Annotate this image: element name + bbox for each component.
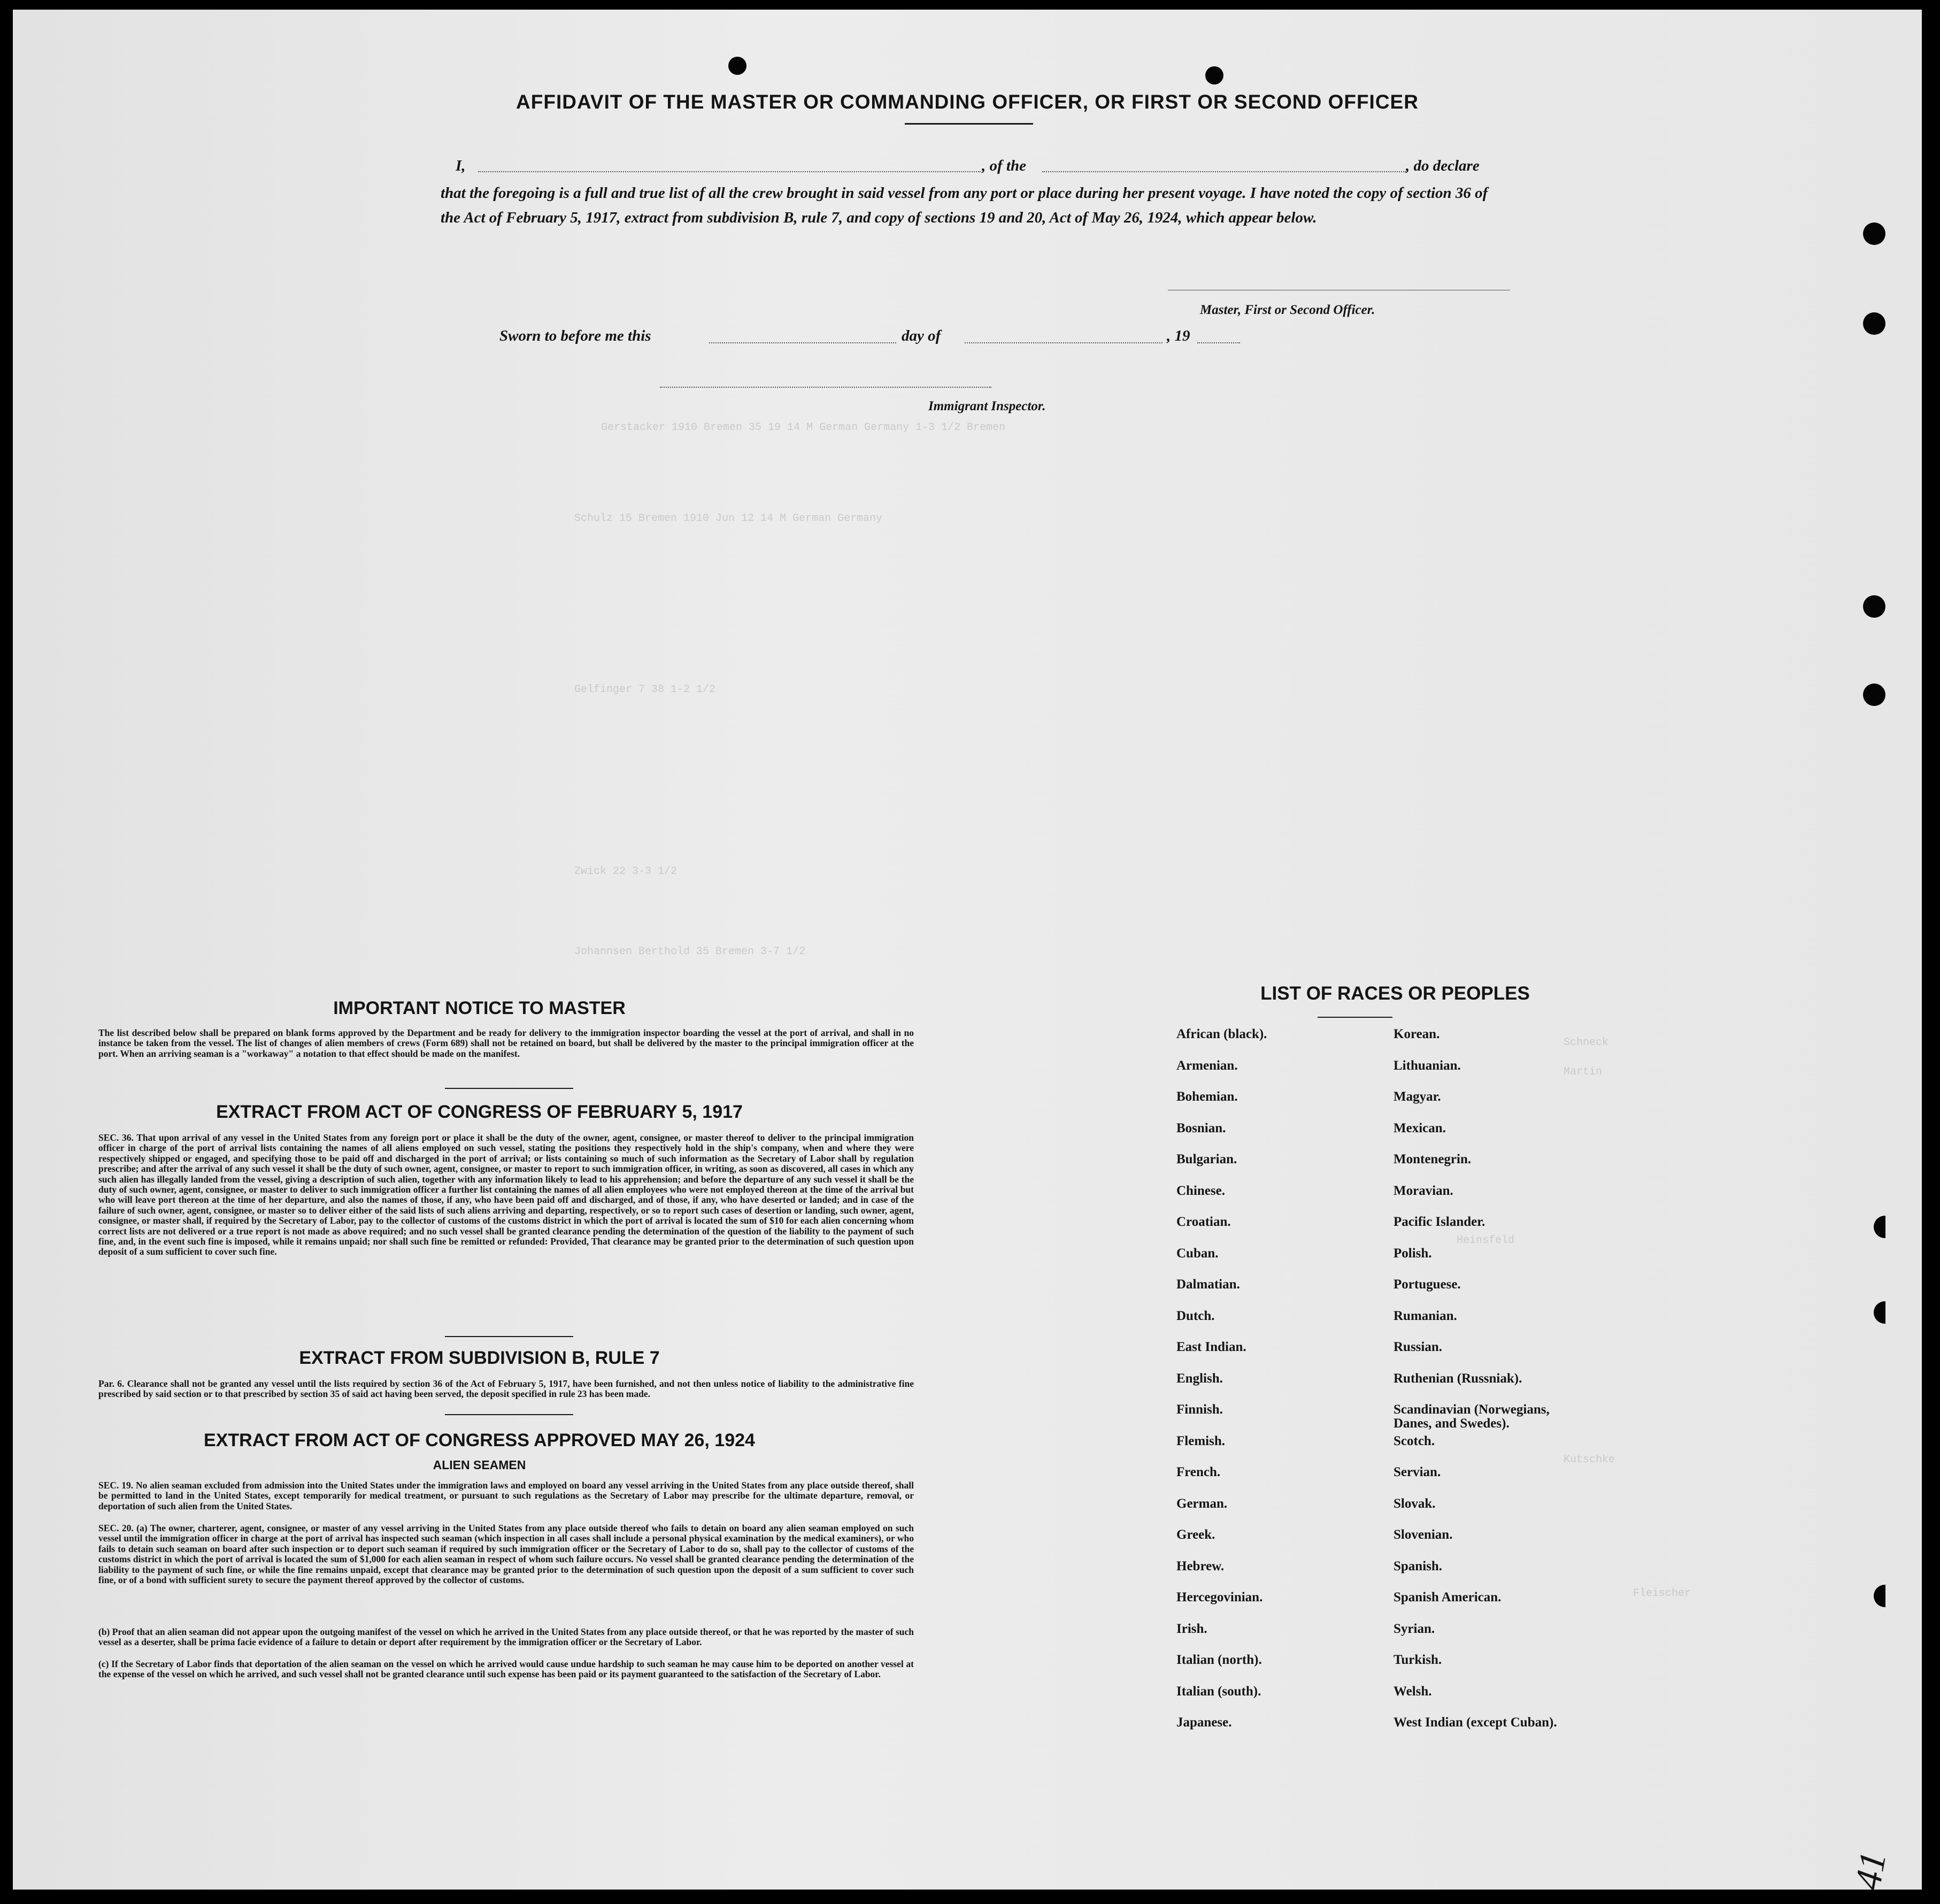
section-divider — [445, 1336, 573, 1337]
race-item: Moravian. — [1394, 1183, 1453, 1198]
race-item: Bohemian. — [1176, 1089, 1238, 1104]
race-item: Japanese. — [1176, 1715, 1232, 1730]
race-item: Scandinavian (Norwegians, — [1394, 1402, 1550, 1417]
race-item: Korean. — [1394, 1027, 1440, 1041]
extract-1924-title: EXTRACT FROM ACT OF CONGRESS APPROVED MAY 26, 1924 — [204, 1430, 755, 1450]
races-title-underline — [1318, 1017, 1392, 1018]
race-item: Armenian. — [1176, 1058, 1238, 1073]
inspector-caption: Immigrant Inspector. — [928, 399, 1046, 413]
punch-hole — [1863, 595, 1885, 618]
punch-hole — [1205, 66, 1223, 85]
notice-text: The list described below shall be prepared on blank forms approved by the Department and be ready for delivery to the immigration inspector boarding the vessel at the port of arrival, and shall in no instance be taken from the vessel. The list of changes of alien members of crews (Form 689) shall not be retained on board, but shall be delivered by the master to the principal immigration officer at the port. When an arriving seaman is a "workaway" a notation to that effect should be made on the manifest. — [98, 1027, 914, 1059]
race-item: Welsh. — [1394, 1684, 1432, 1699]
form-sheet: Gerstacker 1910 Bremen 35 19 14 M German Germany 1-3 1/2 Bremen Schulz 15 Bremen 1910 Jun 12 14 M German Germany Gelfinger 7 38 1-2 1/2 Zwick 22 3-3 1/2 Johannsen Berthold 35 Bremen 3-7 1/2 Schneck Martin Heinsfeld Kutschke Fleischer AFFIDAVIT OF THE MASTER OR COMMANDING OFFICER, OR FIRST OR SECOND OFFICER I, , of the , do declare that the foregoing is a full and true list of all the crew brought in said vessel from any port or place during her present voyage. I have noted the copy of section 36 of the Act of February 5, 1917, extract from subdivision B, rule 7, and copy of sections 19 and 20, Act of May 26, 1924, which appear below. Master, First or Second Officer. Sworn to before me this day of , 19 Immigrant Inspector. IMPORTANT NOTICE TO MASTER The list described below shall be prepared on blank forms approved by the Department and be ready for delivery to the immigration inspector boarding the vessel at the port of arrival, and shall in no instance be taken from the vessel. The list of changes of alien members of crews (Form 689) shall not be retained on board, but shall be delivered by the master to the principal immigration officer at the port. When an arriving seaman is a "workaway" a notation to that effect should be made on the manifest. EXTRACT FROM ACT OF CONGRESS OF FEBRUARY 5, 1917 SEC. 36. That upon arrival of any vessel in the United States from any foreign port or place it shall be the duty of the owner, agent, consignee, or master thereof to deliver to the principal immigration officer in charge of the port of arrival lists containing the names of all aliens employed on such vessel, stating the positions they respectively hold in the ship's company, when and where they were respectively shipped or engaged, and specifying those to be paid off and discharged in the port of arrival; or lists containing so much of such information as the Secretary of Labor shall by regulation prescribe; and after the arrival of any such vessel it shall be the duty of such owner, agent, consignee, or master to report to such immigration officer, in writing, as soon as discovered, all cases in which any such alien has illegally landed from the vessel, giving a description of such alien, together with any information likely to lead to his apprehension; and before the departure of any such vessel it shall be the duty of such owner, agent, consignee, or master to deliver to such immigration officer a further list containing the names of all alien employees who were not employed thereon at the time of the arrival but who will leave port thereon at the time of her departure, and also the names of those, if any, who have been paid off and discharged, and of those, if any, who have deserted or landed; and in case of the failure of such owner, agent, consignee, or master so to deliver either of the said lists of such aliens arriving and departing, respectively, or so to report such cases of desertion or landing, such owner, agent, consignee, or master shall, if required by the Secretary of Labor, pay to the collector of customs of the customs district in which the port of arrival is located the sum of $10 for each alien concerning whom correct lists are not delivered or a true report is not made as above required; and no such vessel shall be granted clearance pending the determination of the question of the liability to the payment of such fine, and, in the event such fine is imposed, while it remains unpaid; nor shall such fine be remitted or refunded: Provided, That clearance may be granted prior to the determination of such question upon deposit of a sum sufficient to cover such fine. EXTRACT FROM SUBDIVISION B, RULE 7 Par. 6. Clearance shall not be granted any vessel until the lists required by section 36 of the Act of February 5, 1917, have been furnished, and not then unless notice of liability to the administrative fine prescribed by said section or to that prescribed by section 35 of said act having been served, the deposit specified in rule 23 has been made. EXTRACT FROM ACT OF CONGRESS APPROVED MAY 26, 1924 ALIEN SEAMEN SEC. 19. No alien seaman excluded from admission into the United States under the immigration laws and employed on board any vessel arriving in the United States from any place outside thereof, shall be permitted to land in the United States, except temporarily for medical treatment, or pursuant to such regulations as the Secretary of Labor may prescribe for the ultimate departure, removal, or deportation of such alien from the United States. SEC. 20. (a) The owner, charterer, agent, consignee, or master of any vessel arriving in the United States from any place outside thereof who fails to detain on board any alien seaman employed on such vessel until the immigration officer in charge at the port of arrival has inspected such seaman (which inspection in all cases shall include a personal physical examination by the medical examiners), or who fails to detain such seaman on board after such inspection or to deport such seaman if required by such immigration officer or the Secretary of Labor to do so, shall pay to the collector of customs of the customs district in which the port of arrival is located the sum of $1,000 for each alien seaman in respect of whom such failure occurs. No vessel shall be granted clearance pending the determination of the liability to the payment of such fine, or while the fine remains unpaid, except that clearance may be granted prior to the determination of such question upon the deposit of a sum sufficient to cover such fine, or of a bond with sufficient surety to secure the payment thereof approved by the collector of customs. (b) Proof that an alien seaman did not appear upon the outgoing manifest of the vessel on which he arrived in the United States from any place outside thereof, or that he was reported by the master of such vessel as a deserter, shall be prima facie evidence of a failure to detain or deport after requirement by the immigration officer or the Secretary of Labor. (c) If the Secretary of Labor finds that deportation of the alien seaman on the vessel on which he arrived would cause undue hardship to such seaman he may cause him to be deported on another vessel at the expense of the vessel on which he arrived, and such vessel shall not be granted clearance until such expense has been paid or its payment guaranteed to the satisfaction of the Secretary of Labor. LIST OF RACES OR PEOPLES 41 African (black). Armenian. Bohemian. Bosnian. Bulgarian. Chinese. Croatian. Cuban. Dalmatian. Dutch. East Indian. English. Finnish. Flemish. French. German. Greek. Hebrew. Hercegovinian. Irish. Italian (north). Italian (south). Japanese. Korean. Lithuanian. Magyar. Mexican. Montenegrin. Moravian. Pacific Islander. Polish. Portuguese. Rumanian. Russian. Ruthenian (Russniak). Scandinavian (Norwegians, Danes, and Swedes). Scotch. Servian. Slovak. Slovenian. Spanish. Spanish American. Syrian. Turkish. Welsh. West Indian (except Cuban). — [13, 10, 1922, 1890]
notice-title: IMPORTANT NOTICE TO MASTER — [333, 998, 626, 1018]
punch-hole — [1874, 1216, 1885, 1238]
race-item: West Indian (except Cuban). — [1394, 1715, 1557, 1730]
race-item: Lithuanian. — [1394, 1058, 1461, 1073]
extract-1924-sec19: SEC. 19. No alien seaman excluded from admission into the United States under the immigration laws and employed on board any vessel arriving in the United States from any place outside thereof, shall be permitted to land in the United States, except temporarily for medical treatment, or pursuant to such regulations as the Secretary of Labor may prescribe for the ultimate departure, removal, or deportation of such alien from the United States. — [98, 1480, 914, 1511]
extract-1924-sec20c: (c) If the Secretary of Labor finds that deportation of the alien seaman on the vessel on which he arrived would cause undue hardship to such seaman he may cause him to be deported on another vessel at the expense of the vessel on which he arrived, and such vessel shall not be granted clearance until such expense has been paid or its payment guaranteed to the satisfaction of the Secretary of Labor. — [98, 1659, 914, 1680]
race-item: Syrian. — [1394, 1621, 1435, 1636]
sworn-label: Sworn to before me this — [499, 327, 651, 344]
extract-1917-title: EXTRACT FROM ACT OF CONGRESS OF FEBRUARY 5, 1917 — [216, 1102, 743, 1122]
race-item: Hercegovinian. — [1176, 1590, 1263, 1604]
race-item: Bosnian. — [1176, 1120, 1226, 1135]
race-item: Dalmatian. — [1176, 1277, 1240, 1292]
race-item: Montenegrin. — [1394, 1152, 1472, 1166]
extract-rule7-text: Par. 6. Clearance shall not be granted any vessel until the lists required by section 36 of the Act of February 5, 1917, have been furnished, and not then unless notice of liability to the administrative fine prescribed by said section or to that prescribed by section 35 of said act having been served, the deposit specified in rule 23 has been made. — [98, 1378, 914, 1400]
punch-hole — [728, 57, 746, 75]
race-item: Spanish American. — [1394, 1590, 1502, 1604]
race-item: Polish. — [1394, 1246, 1432, 1261]
race-item: Danes, and Swedes). — [1394, 1416, 1510, 1431]
page-number-mark: 41 — [1847, 1848, 1895, 1893]
punch-hole — [1863, 222, 1885, 245]
race-item: Irish. — [1176, 1621, 1207, 1636]
race-item: Greek. — [1176, 1527, 1215, 1542]
vessel-name-field[interactable] — [1042, 171, 1406, 172]
race-item: Pacific Islander. — [1394, 1215, 1485, 1229]
race-item: Spanish. — [1394, 1558, 1443, 1573]
race-item: African (black). — [1176, 1027, 1267, 1041]
race-item: Chinese. — [1176, 1183, 1225, 1198]
race-item: East Indian. — [1176, 1340, 1246, 1354]
race-item: Rumanian. — [1394, 1308, 1457, 1323]
year-prefix-label: , 19 — [1167, 327, 1190, 344]
do-declare-label: , do declare — [1406, 157, 1480, 174]
section-divider — [445, 1088, 573, 1089]
inspector-signature-field[interactable] — [660, 387, 991, 388]
affidavit-title: AFFIDAVIT OF THE MASTER OR COMMANDING OFFICER, OR FIRST OR SECOND OFFICER — [516, 91, 1419, 113]
race-item: Italian (north). — [1176, 1653, 1262, 1667]
declarant-label: I, — [456, 157, 466, 174]
race-item: Ruthenian (Russniak). — [1394, 1371, 1522, 1386]
race-item: Slovak. — [1394, 1496, 1436, 1511]
race-item: Russian. — [1394, 1340, 1443, 1354]
race-item: Turkish. — [1394, 1653, 1442, 1667]
race-item: English. — [1176, 1371, 1223, 1386]
sworn-day-field[interactable] — [709, 342, 896, 343]
race-item: Mexican. — [1394, 1120, 1446, 1135]
extract-1924-sec20a: SEC. 20. (a) The owner, charterer, agent, consignee, or master of any vessel arriving in the United States from any place outside thereof who fails to detain on board any alien seaman employed on such vessel until the immigration officer in charge at the port of arrival has inspected such seaman (which inspection in all cases shall include a personal physical examination by the medical examiners), or who fails to detain such seaman on board after such inspection or to deport such seaman if required by such immigration officer or the Secretary of Labor to do so, shall pay to the collector of customs of the customs district in which the port of arrival is located the sum of $1,000 for each alien seaman in respect of whom such failure occurs. No vessel shall be granted clearance pending the determination of the liability to the payment of such fine, or while the fine remains unpaid, except that clearance may be granted prior to the determination of such question upon the deposit of a sum sufficient to cover such fine, or of a bond with sufficient surety to secure the payment thereof approved by the collector of customs. — [98, 1523, 914, 1586]
punch-hole — [1863, 684, 1885, 706]
race-item: Bulgarian. — [1176, 1152, 1237, 1166]
race-item: Magyar. — [1394, 1089, 1441, 1104]
sworn-month-field[interactable] — [965, 342, 1163, 343]
races-title: LIST OF RACES OR PEOPLES — [1260, 983, 1530, 1004]
race-item: Italian (south). — [1176, 1684, 1261, 1699]
day-of-label: day of — [902, 327, 941, 344]
of-the-label: , of the — [982, 157, 1026, 174]
race-item: Scotch. — [1394, 1433, 1435, 1448]
section-divider — [445, 1414, 573, 1415]
extract-1917-text: SEC. 36. That upon arrival of any vessel in the United States from any foreign port or place it shall be the duty of the owner, agent, consignee, or master thereof to deliver to the principal immigration officer in charge of the port of arrival lists containing the names of all aliens employed on such vessel, stating the positions they respectively hold in the ship's company, when and where they were respectively shipped or engaged, and specifying those to be paid off and discharged in the port of arrival; or lists containing so much of such information as the Secretary of Labor shall by regulation prescribe; and after the arrival of any such vessel it shall be the duty of such owner, agent, consignee, or master to report to such immigration officer, in writing, as soon as discovered, all cases in which any such alien has illegally landed from the vessel, giving a description of such alien, together with any information likely to lead to his apprehension; and before the departure of any such vessel it shall be the duty of such owner, agent, consignee, or master to deliver to such immigration officer a further list containing the names of all alien employees who were not employed thereon at the time of the arrival but who will leave port thereon at the time of her departure, and also the names of those, if any, who have been paid off and discharged, and of those, if any, who have deserted or landed; and in case of the failure of such owner, agent, consignee, or master so to deliver either of the said lists of such aliens arriving and departing, respectively, or so to report such cases of desertion or landing, such owner, agent, consignee, or master shall, if required by the Secretary of Labor, pay to the collector of customs of the customs district in which the port of arrival is located the sum of $10 for each alien concerning whom correct lists are not delivered or a true report is not made as above required; and no such vessel shall be granted clearance pending the determination of the question of the liability to the payment of such fine, and, in the event such fine is imposed, while it remains unpaid; nor shall such fine be remitted or refunded: Provided, That clearance may be granted prior to the determination of such question upon deposit of a sum sufficient to cover such fine. — [98, 1132, 914, 1257]
sworn-year-field[interactable] — [1197, 342, 1240, 343]
race-item: Croatian. — [1176, 1215, 1231, 1229]
punch-hole — [1863, 312, 1885, 335]
race-item: Cuban. — [1176, 1246, 1219, 1261]
extract-1924-sec20b: (b) Proof that an alien seaman did not appear upon the outgoing manifest of the vessel on which he arrived in the United States from any place outside thereof, or that he was reported by the master of such vessel as a deserter, shall be prima facie evidence of a failure to detain or deport after requirement by the immigration officer or the Secretary of Labor. — [98, 1626, 914, 1648]
race-item: Flemish. — [1176, 1433, 1225, 1448]
punch-hole — [1874, 1585, 1885, 1607]
race-item: Portuguese. — [1394, 1277, 1461, 1292]
race-item: Finnish. — [1176, 1402, 1223, 1417]
race-item: French. — [1176, 1465, 1221, 1479]
extract-rule7-title: EXTRACT FROM SUBDIVISION B, RULE 7 — [299, 1348, 660, 1368]
extract-1924-subtitle: ALIEN SEAMEN — [433, 1458, 526, 1472]
race-item: Hebrew. — [1176, 1558, 1225, 1573]
officer-caption: Master, First or Second Officer. — [1200, 303, 1375, 317]
race-item: German. — [1176, 1496, 1228, 1511]
declarant-name-field[interactable] — [478, 171, 981, 172]
race-item: Slovenian. — [1394, 1527, 1453, 1542]
affidavit-statement: that the foregoing is a full and true list of all the crew brought in said vessel from any port or place during her present voyage. I have noted the copy of section 36 of the Act of February 5, 1917, extract from subdivision B, rule 7, and copy of sections 19 and 20, Act of May 26, 1924, which appear below. — [441, 185, 1488, 226]
title-underline — [905, 123, 1033, 125]
race-item: Servian. — [1394, 1465, 1441, 1479]
punch-hole — [1874, 1301, 1885, 1324]
race-item: Dutch. — [1176, 1308, 1215, 1323]
